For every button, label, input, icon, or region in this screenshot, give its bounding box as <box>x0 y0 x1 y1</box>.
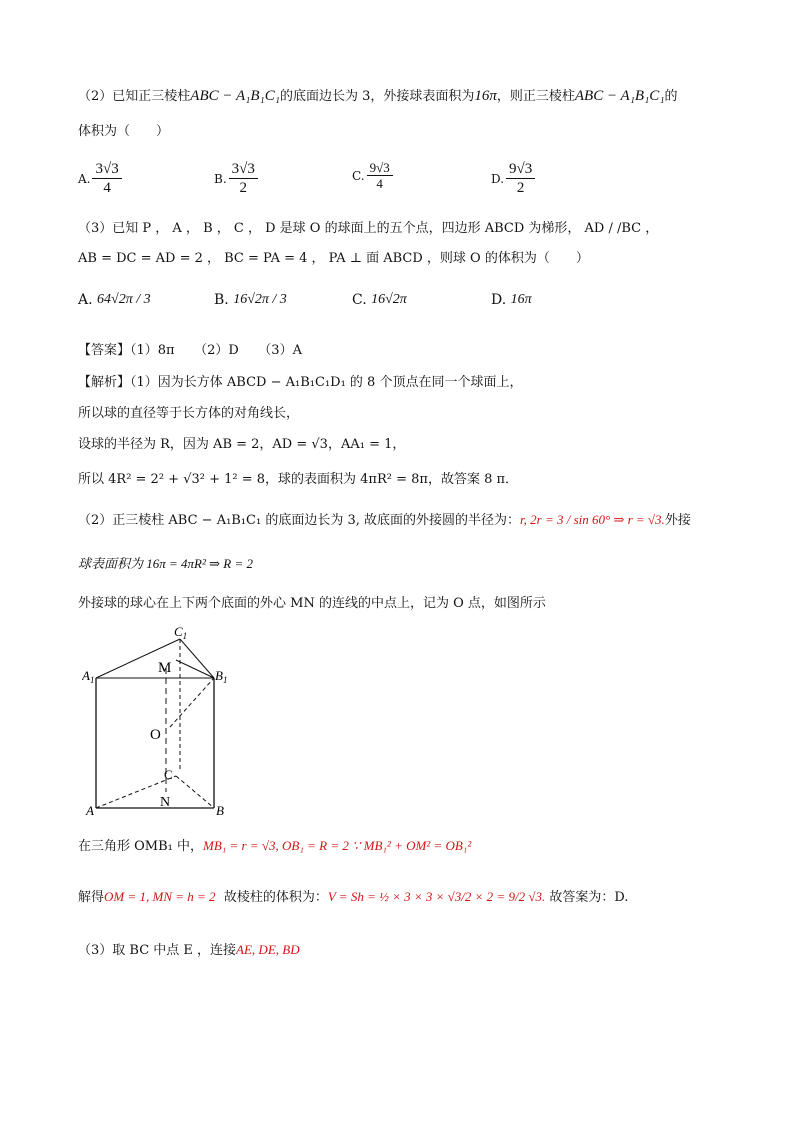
analysis-line7: 外接球的球心在上下两个底面的外心 MN 的连线的中点上，记为 O 点，如图所示 <box>78 596 546 611</box>
analysis-line3: 设球的半径为 R，因为 AB = 2，AD = √3，AA₁ = 1， <box>78 437 406 452</box>
q2-option-d: D. $\frac{9√3}{2}$ <box>491 160 537 197</box>
label-n: N <box>160 795 171 810</box>
segment-o-b1 <box>170 678 214 727</box>
q3-option-d: D. 16π <box>491 292 532 308</box>
analysis-line1: 【解析】（1）因为长方体 ABCD − A₁B₁C₁D₁ 的 8 个顶点在同一个球面上， <box>78 375 523 390</box>
label-c: C <box>164 767 173 782</box>
answer-label: 【答案】 <box>78 343 131 358</box>
q3-stem-line2: AB = DC = AD = 2 ， BC = PA = 4 ， PA ⊥ 面 ABCD ，则球 O 的体积为（ ） <box>78 251 589 266</box>
analysis-line2: 所以球的直径等于长方体的对角线长， <box>78 406 300 421</box>
analysis-line5: （2）正三棱柱 ABC − A₁B₁C₁ 的底面边长为 3, 故底面的外接圆的半径为：r, 2r = 3 / sin 60° ⇒ r = √3.外接 <box>78 512 691 528</box>
q2-option-c: C. $\frac{9√3}{4}$ <box>352 160 395 191</box>
q2-option-b: B. $\frac{3√3}{2}$ <box>214 160 260 197</box>
label-a1: $A_1$ <box>82 668 95 685</box>
analysis-line6: 球表面积为 16π = 4πR² ⇒ R = 2 <box>78 556 253 571</box>
edge-c-b <box>176 776 214 808</box>
analysis-label: 【解析】 <box>78 375 131 390</box>
q2-option-a: A. $\frac{3√3}{4}$ <box>78 160 124 197</box>
q3-option-c: C. 16√2π <box>352 292 407 308</box>
label-a: A <box>86 803 94 818</box>
label-b: B <box>216 803 224 818</box>
answer-text: （1）8π （2）D （3）A <box>130 343 302 358</box>
label-o: O <box>150 727 161 743</box>
edge-c1-b1 <box>180 639 214 678</box>
q2-stem-line2: 体积为（ ） <box>78 124 170 139</box>
analysis-line4: 所以 4R² = 2² + √3² + 1² = 8，球的表面积为 4πR² = 8π，故答案 8 π． <box>78 472 519 487</box>
q3-option-b: B. 16√2π / 3 <box>214 292 287 308</box>
label-c1: $C_1$ <box>174 624 188 641</box>
analysis-line9: 解得OM = 1, MN = h = 2 故棱柱的体积为：V = Sh = ½ × 3 × 3 × √3/2 × 2 = 9/2 √3. 故答案为：D. <box>78 889 629 905</box>
label-m: M <box>158 660 172 676</box>
label-b1: $B_1$ <box>215 668 228 685</box>
q2-stem-line1: （2）已知正三棱柱ABC − A₁B₁C₁的底面边长为 3，外接球表面积为16π，则正三棱柱ABC − A₁B₁C₁的 <box>78 88 678 104</box>
answer-line <box>78 342 302 360</box>
q3-stem-line1: （3）已知 P ， A ， B ， C ， D 是球 O 的球面上的五个点，四边形 ABCD 为梯形， AD / /BC ， <box>78 221 659 236</box>
edge-m-b1 <box>176 660 214 678</box>
q3-option-a: A. 64√2π / 3 <box>78 292 151 308</box>
analysis-line10: （3）取 BC 中点 E ，连接AE, DE, BD <box>78 942 300 958</box>
prism-figure <box>82 622 242 818</box>
analysis-line8: 在三角形 OMB₁ 中，MB₁ = r = √3, OB₁ = R = 2 ∵ MB₁² + OM² = OB₁² <box>78 838 472 854</box>
